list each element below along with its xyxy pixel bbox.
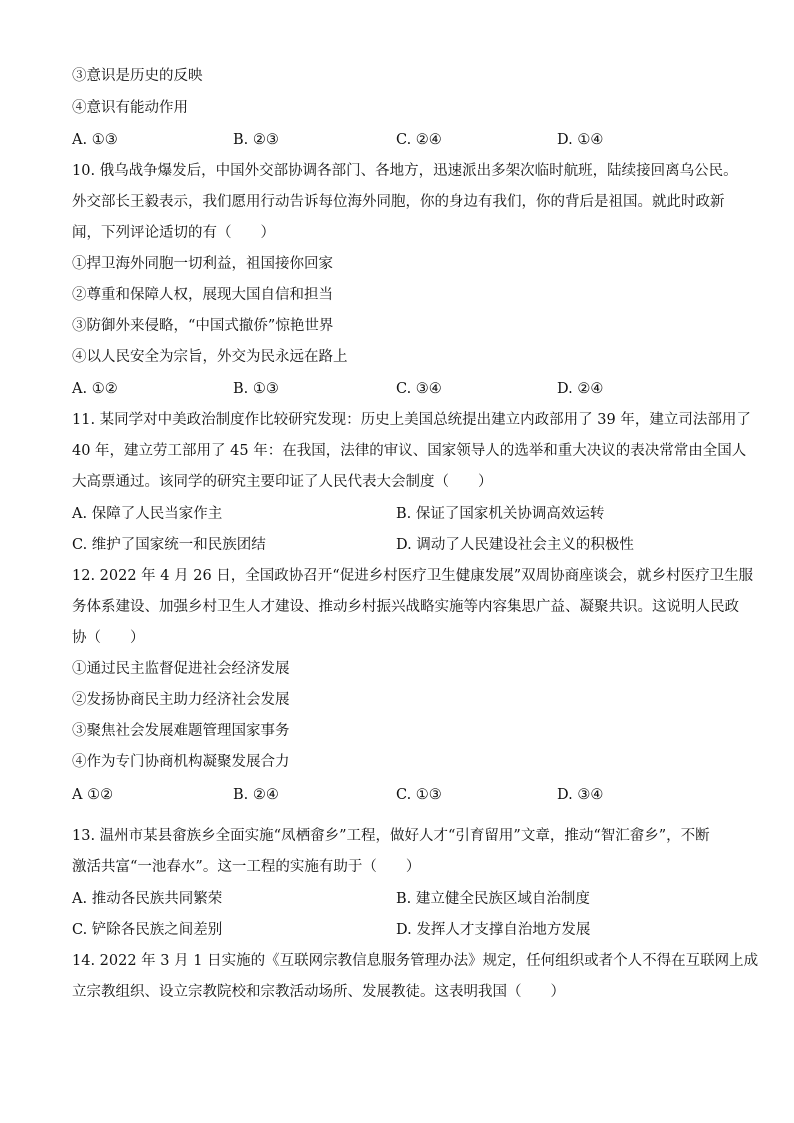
q13-option-a: A. 推动各民族共同繁荣 [72,891,223,907]
q13-option-b: B. 建立健全民族区域自治制度 [396,891,590,907]
q10-option-b: B. ①③ [233,381,279,397]
q9-option-a: A. ①③ [72,132,118,148]
q10-option-a: A. ①② [72,381,118,397]
q12-item-4: ④作为专门协商机构凝聚发展合力 [72,754,290,770]
q14-stem-line-1: 14. 2022 年 3 月 1 日实施的《互联网宗教信息服务管理办法》规定，任何组织或者个人不得在互联网上成 [72,953,759,969]
q10-stem-line-1: 10. 俄乌战争爆发后，中国外交部协调各部门、各地方，迅速派出多架次临时航班，陆续接回离乌公民。 [72,163,738,179]
q11-option-c: C. 维护了国家统一和民族团结 [72,537,266,553]
q13-stem-line-1: 13. 温州市某县畲族乡全面实施“凤栖畲乡”工程，做好人才“引育留用”文章，推动“智汇畲乡”，不断 [72,828,710,844]
q11-option-a: A. 保障了人民当家作主 [72,506,223,522]
q12-option-a: A ①② [72,787,114,803]
q12-stem-line-3: 协（ ） [72,630,145,646]
q10-option-d: D. ②④ [557,381,604,397]
q9-item-4: ④意识有能动作用 [72,100,188,116]
q10-item-2: ②尊重和保障人权，展现大国自信和担当 [72,287,333,303]
q12-option-d: D. ③④ [557,787,604,803]
q11-option-d: D. 调动了人民建设社会主义的积极性 [396,537,634,553]
q11-stem-line-3: 大高票通过。该同学的研究主要印证了人民代表大会制度（ ） [72,474,493,490]
q10-item-3: ③防御外来侵略，“中国式撤侨”惊艳世界 [72,318,334,334]
q13-option-c: C. 铲除各民族之间差别 [72,922,223,938]
q12-stem-line-1: 12. 2022 年 4 月 26 日，全国政协召开“促进乡村医疗卫生健康发展”双周协商座谈会，就乡村医疗卫生服 [72,568,754,584]
q12-stem-line-2: 务体系建设、加强乡村卫生人才建设、推动乡村振兴战略实施等内容集思广益、凝聚共识。这说明人民政 [72,599,739,615]
q9-option-c: C. ②④ [396,132,442,148]
q10-item-1: ①捍卫海外同胞一切利益，祖国接你回家 [72,256,333,272]
q10-stem-line-2: 外交部长王毅表示，我们愿用行动告诉每位海外同胞，你的身边有我们，你的背后是祖国。就此时政新 [72,194,725,210]
q10-stem-line-3: 闻，下列评论适切的有（ ） [72,225,275,241]
q13-option-d: D. 发挥人才支撑自治地方发展 [396,922,591,938]
q13-stem-line-2: 激活共富“一池春水”。这一工程的实施有助于（ ） [72,859,421,875]
q12-item-1: ①通过民主监督促进社会经济发展 [72,661,290,677]
q12-option-b: B. ②④ [233,787,279,803]
q9-item-3: ③意识是历史的反映 [72,68,203,84]
q11-stem-line-2: 40 年，建立劳工部用了 45 年：在我国，法律的审议、国家领导人的选举和重大决议的表决常常由全国人 [72,443,747,459]
q11-option-b: B. 保证了国家机关协调高效运转 [396,506,605,522]
q11-stem-line-1: 11. 某同学对中美政治制度作比较研究发现：历史上美国总统提出建立内政部用了 39 年，建立司法部用了 [72,412,751,428]
q12-item-3: ③聚焦社会发展难题管理国家事务 [72,723,290,739]
q9-option-b: B. ②③ [233,132,279,148]
q9-option-d: D. ①④ [557,132,604,148]
q10-option-c: C. ③④ [396,381,442,397]
q12-option-c: C. ①③ [396,787,442,803]
q10-item-4: ④以人民安全为宗旨，外交为民永远在路上 [72,349,348,365]
q12-item-2: ②发扬协商民主助力经济社会发展 [72,692,290,708]
q14-stem-line-2: 立宗教组织、设立宗教院校和宗教活动场所、发展教徒。这表明我国（ ） [72,984,565,1000]
